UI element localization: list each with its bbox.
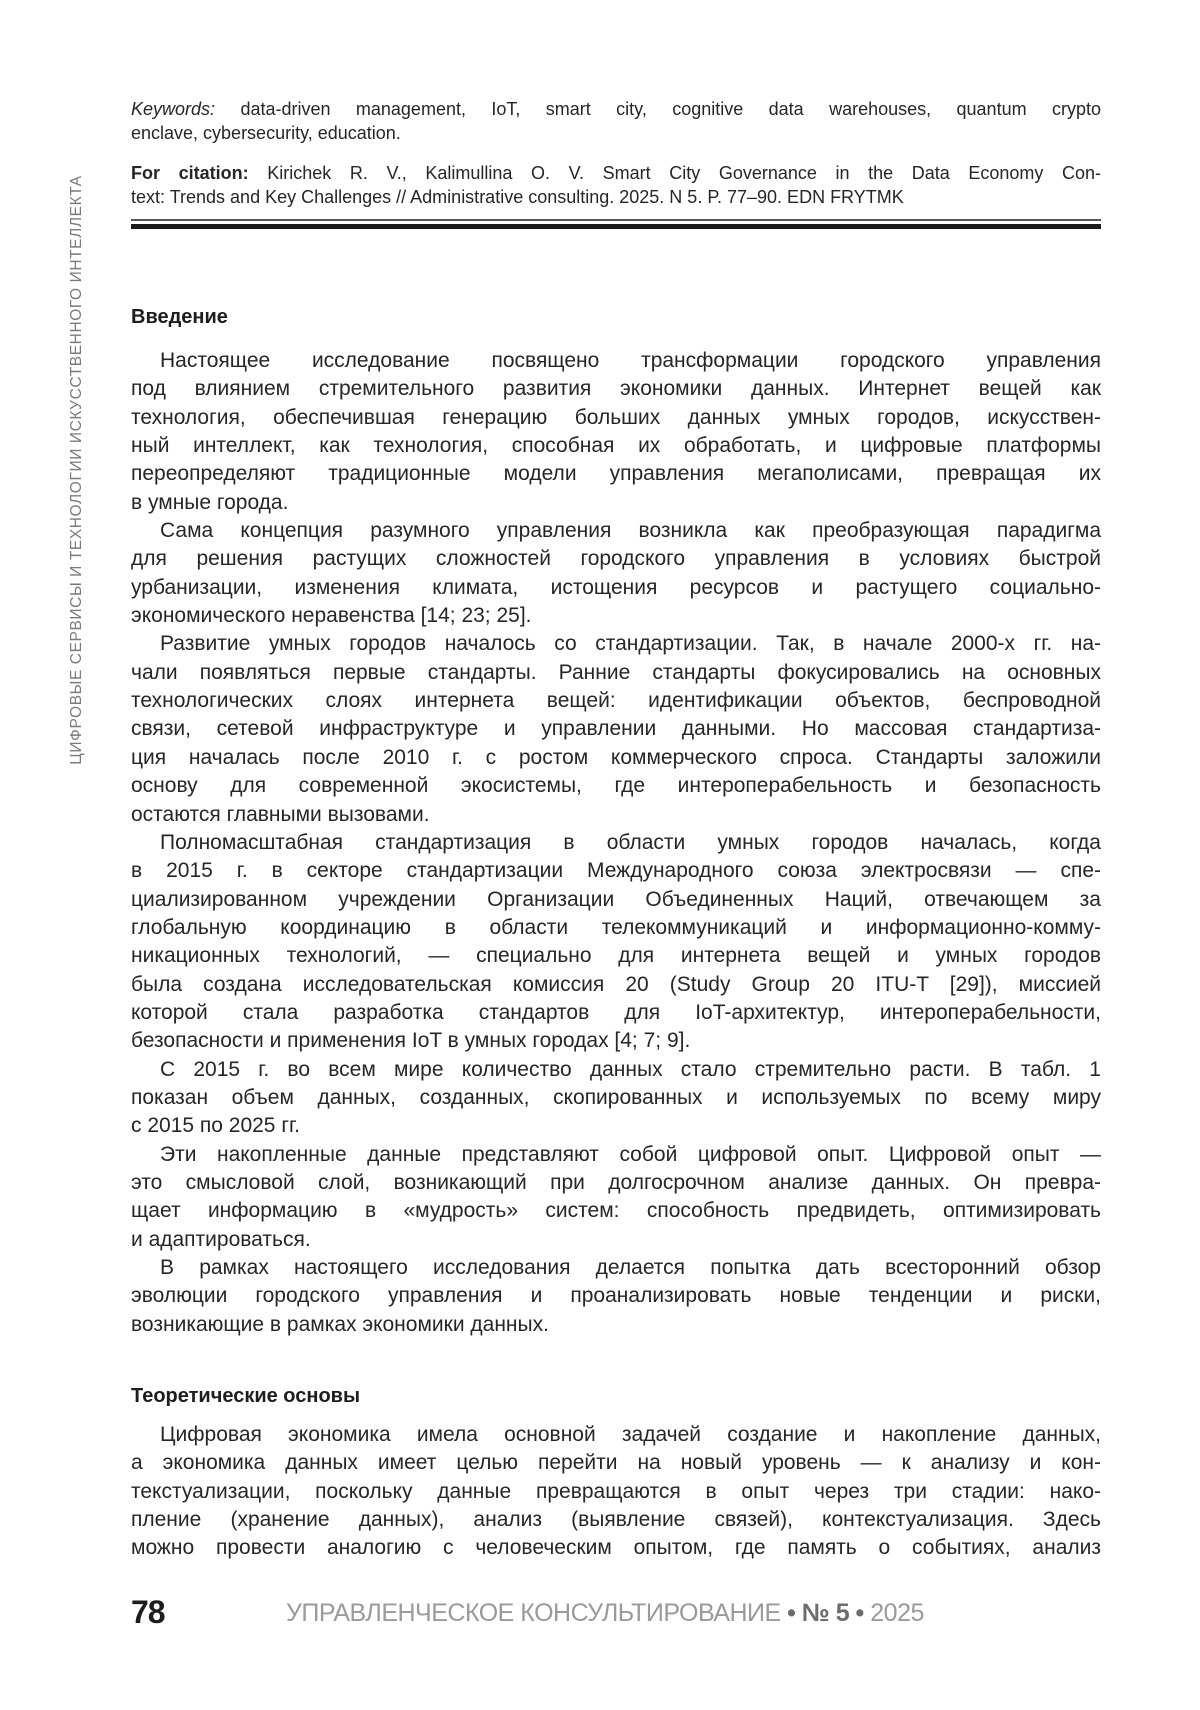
paragraph — [131, 1254, 1101, 1339]
text-line: это смысловой слой, возникающий при долгосрочном анализе данных. Он превра- — [131, 1170, 1101, 1194]
paragraph — [131, 829, 1101, 1056]
text-line: остаются главными вызовами. — [131, 802, 430, 826]
text-line: чали появляться первые стандарты. Ранние стандарты фокусировались на основных — [131, 660, 1101, 684]
text-line: а экономика данных имеет целью перейти на новый уровень — к анализу и кон- — [131, 1451, 1101, 1475]
section-heading-theory: Теоретические основы — [131, 1385, 361, 1407]
text-line: и адаптироваться. — [131, 1227, 311, 1251]
text-line: под влиянием стремительного развития экономики данных. Интернет вещей как — [131, 377, 1101, 401]
paragraph — [131, 347, 1101, 517]
text-line: пление (хранение данных), анализ (выявление связей), контекстуализация. Здесь — [131, 1508, 1101, 1532]
text-line: безопасности и применения IoT в умных городах [4; 7; 9]. — [131, 1029, 691, 1053]
separator: • — [787, 1599, 796, 1627]
separator: • — [855, 1599, 864, 1627]
text-line: циализированном учреждении Организации Объединенных Наций, отвечающем за — [131, 887, 1101, 911]
text-line: экономического неравенства [14; 23; 25]. — [131, 604, 532, 628]
citation-line: text: Trends and Key Challenges // Administrative consulting. 2025. N 5. P. 77–90. EDN FRYTMK — [131, 187, 904, 207]
text-line: связи, сетевой инфраструктуре и управлении данными. Но массовая стандартиза- — [131, 717, 1101, 741]
issue-number: № 5 — [801, 1599, 850, 1627]
text-line: возникающие в рамках экономики данных. — [131, 1312, 549, 1336]
citation-text: Kirichek R. V., Kalimullina O. V. Smart City Governance in the Data Economy Con- — [267, 163, 1101, 183]
text-line: Настоящее исследование посвящено трансформации городского управления — [160, 349, 1101, 372]
text-line: щает информацию в «мудрость» систем: способность предвидеть, оптимизировать — [131, 1199, 1101, 1223]
keywords-text: data-driven management, IoT, smart city, cognitive data warehouses, quantum crypto — [240, 99, 1101, 119]
text-line: глобальную координацию в области телекоммуникаций и информационно-комму- — [131, 915, 1101, 939]
paragraph — [131, 1056, 1101, 1141]
text-line: показан объем данных, созданных, скопированных и используемых по всему миру — [131, 1085, 1101, 1109]
text-line: которой стала разработка стандартов для IoT-архитектур, интероперабельности, — [131, 1000, 1101, 1024]
paragraph — [131, 630, 1101, 828]
paragraph — [131, 1421, 1101, 1563]
citation-line — [131, 161, 1101, 185]
paragraph — [131, 1141, 1101, 1254]
text-line: ный интеллект, как технология, способная их обработать, и цифровые платформы — [131, 434, 1101, 458]
divider-thin — [131, 219, 1101, 221]
text-line: технология, обеспечившая генерацию больших данных умных городов, искусствен- — [131, 405, 1101, 429]
text-line: ция началась после 2010 г. с ростом коммерческого спроса. Стандарты заложили — [131, 745, 1101, 769]
text-line: Сама концепция разумного управления возникла как преобразующая парадигма — [160, 519, 1101, 543]
keywords — [131, 97, 1101, 145]
journal-title: УПРАВЛЕНЧЕСКОЕ КОНСУЛЬТИРОВАНИЕ — [286, 1599, 781, 1627]
text-line: эволюции городского управления и проанализировать новые тенденции и риски, — [131, 1284, 1101, 1308]
divider-thick — [131, 224, 1101, 229]
text-line: в 2015 г. в секторе стандартизации Международного союза электросвязи — спе- — [131, 859, 1101, 883]
text-line: переопределяют традиционные модели управления мегаполисами, превращая их — [131, 462, 1101, 486]
page-number: 78 — [131, 1594, 165, 1630]
text-line: основу для современной экосистемы, где интероперабельность и безопасность — [131, 774, 1101, 798]
text-line: для решения растущих сложностей городского управления в условиях быстрой — [131, 547, 1101, 571]
section-body-theory — [131, 1421, 1101, 1563]
text-line: Эти накопленные данные представляют собой цифровой опыт. Цифровой опыт — — [160, 1142, 1101, 1166]
citation-label: For citation: — [131, 163, 249, 183]
citation — [131, 161, 1101, 209]
running-section-title: ЦИФРОВЫЕ СЕРВИСЫ И ТЕХНОЛОГИИ ИСКУССТВЕННОГО ИНТЕЛЛЕКТА — [68, 175, 85, 765]
year: 2025 — [870, 1599, 924, 1627]
keywords-line — [131, 97, 1101, 121]
text-line: В рамках настоящего исследования делается попытка дать всесторонний обзор — [160, 1256, 1101, 1279]
text-line: никационных технологий, — специально для интернета вещей и умных городов — [131, 944, 1101, 968]
keywords-label: Keywords: — [131, 99, 216, 119]
paragraph — [131, 517, 1101, 630]
text-line: С 2015 г. во всем мире количество данных стало стремительно расти. В табл. 1 — [160, 1057, 1101, 1081]
text-line: была создана исследовательская комиссия 20 (Study Group 20 ITU-T [29]), миссией — [131, 972, 1101, 996]
text-line: Цифровая экономика имела основной задачей создание и накопление данных, — [160, 1423, 1101, 1446]
keywords-line: enclave, cybersecurity, education. — [131, 123, 401, 143]
text-line: урбанизации, изменения климата, истощения ресурсов и растущего социально- — [131, 575, 1101, 599]
text-line: Полномасштабная стандартизация в области умных городов началась, когда — [160, 830, 1101, 854]
text-line: с 2015 по 2025 гг. — [131, 1114, 300, 1138]
section-heading-introduction: Введение — [131, 306, 228, 328]
text-line: в умные города. — [131, 490, 289, 514]
section-body-introduction — [131, 347, 1101, 1339]
text-line: технологических слоях интернета вещей: идентификации объектов, беспроводной — [131, 689, 1101, 713]
text-line: текстуализации, поскольку данные превращаются в опыт через три стадии: нако- — [131, 1479, 1101, 1503]
text-line: можно провести аналогию с человеческим опытом, где память о событиях, анализ — [131, 1536, 1101, 1560]
journal-footer — [286, 1598, 924, 1628]
text-line: Развитие умных городов началось со стандартизации. Так, в начале 2000-х гг. на- — [160, 632, 1101, 656]
